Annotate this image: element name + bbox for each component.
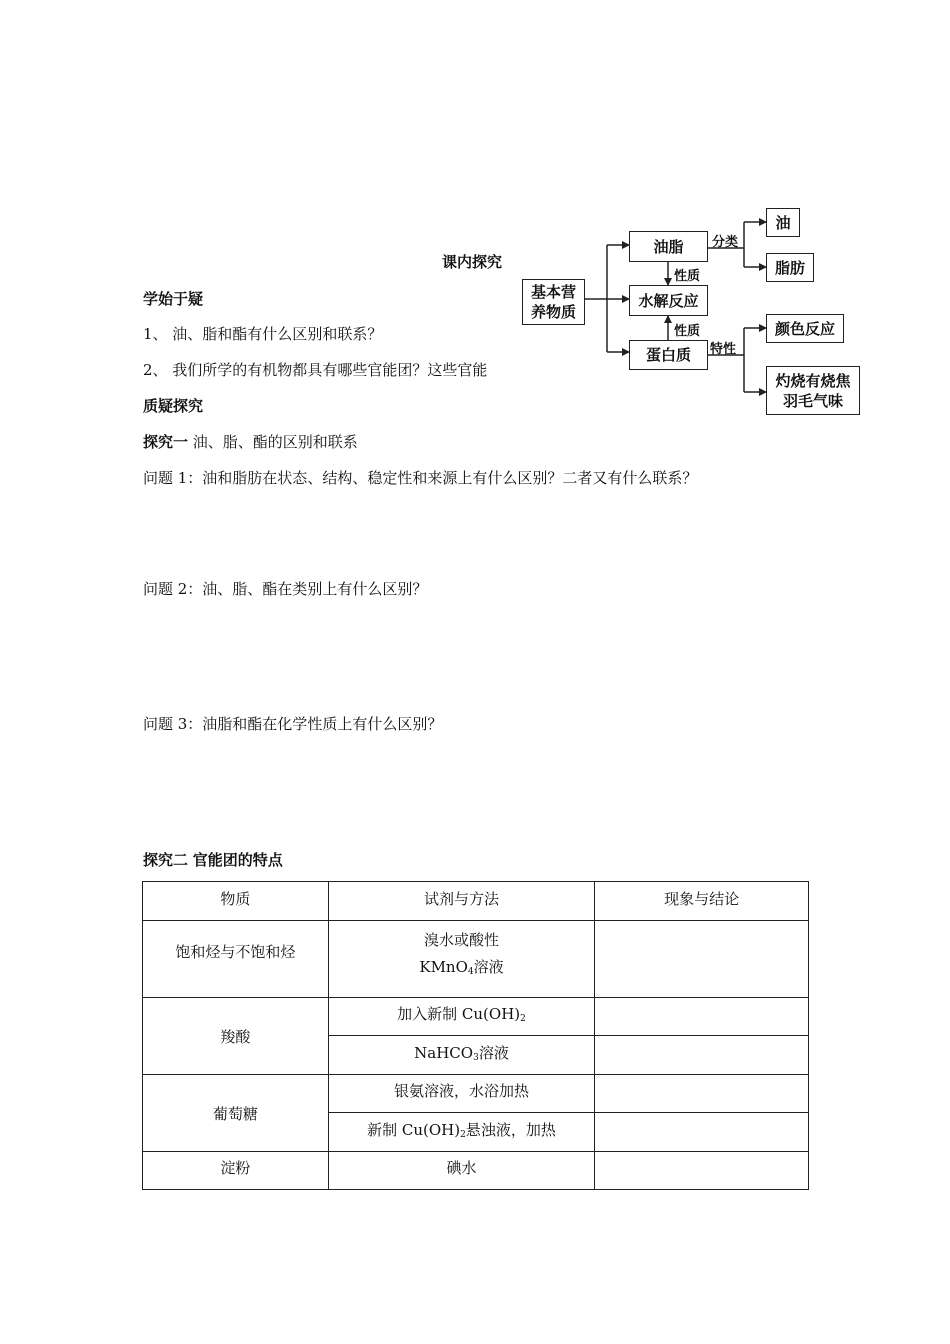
table-header-substance: 物质	[143, 882, 329, 921]
section-title-learn: 学始于疑	[143, 290, 204, 308]
table-cell-reagent: 加入新制 $Cu(OH)_2$	[328, 998, 595, 1036]
diagram-root-box	[522, 279, 585, 325]
diagram-oil-box: 油	[766, 208, 800, 237]
functional-group-table	[142, 881, 809, 1190]
table-cell-substance: 饱和烃与不饱和烃	[143, 921, 329, 998]
diagram-root-line1: 基本营	[530, 283, 576, 301]
table-cell-result	[595, 921, 809, 998]
explore-1-label: 探究一	[143, 433, 189, 451]
table-row	[143, 998, 809, 1036]
diagram-label-property-2: 性质	[674, 324, 701, 339]
table-header-result: 现象与结论	[595, 882, 809, 921]
diagram-hydrolysis-box: 水解反应	[629, 285, 708, 316]
table-cell-reagent: 银氨溶液，水浴加热	[328, 1075, 595, 1113]
table-header-row	[143, 882, 809, 921]
table-cell-result	[595, 1152, 809, 1190]
problem-2: 问题 2：油、脂、酯在类别上有什么区别？	[143, 580, 428, 598]
section-title-inquiry: 质疑探究	[143, 397, 204, 415]
table-row	[143, 921, 809, 998]
diagram-burn-line2: 羽毛气味	[782, 391, 843, 410]
diagram-fat-box: 油脂	[629, 231, 708, 262]
table-cell-result	[595, 1113, 809, 1152]
table-header-reagent: 试剂与方法	[328, 882, 595, 921]
table-cell-result	[595, 1036, 809, 1075]
diagram-burn-line1: 灼烧有烧焦	[775, 371, 851, 390]
diagram-burn-box	[766, 366, 860, 415]
question-2: 2、 我们所学的有机物都具有哪些官能团？这些官能	[143, 361, 488, 379]
table-cell-substance: 淀粉	[143, 1152, 329, 1190]
table-row	[143, 1075, 809, 1113]
page-heading: 课内探究	[442, 253, 503, 271]
table-cell-substance: 葡萄糖	[143, 1075, 329, 1152]
diagram-label-property-1: 性质	[674, 269, 701, 284]
table-cell-reagent: 新制 $Cu(OH)_2$悬浊液，加热	[328, 1113, 595, 1152]
diagram-root-line2: 养物质	[530, 303, 576, 321]
table-cell-reagent: 碘水	[328, 1152, 595, 1190]
diagram-label-classify: 分类	[712, 235, 739, 250]
diagram-fatty-box: 脂肪	[766, 253, 814, 282]
explore-2-text: 官能团的特点	[192, 851, 283, 869]
diagram-label-characteristic: 特性	[710, 342, 737, 357]
diagram-protein-box: 蛋白质	[629, 340, 708, 370]
table-cell-reagent: 溴水或酸性 KMnO$_4$溶液	[328, 921, 595, 998]
question-1: 1、 油、脂和酯有什么区别和联系？	[143, 325, 383, 343]
diagram-color-reaction-box: 颜色反应	[766, 314, 844, 343]
table-cell-result	[595, 998, 809, 1036]
table-cell-reagent: NaHCO$_3$溶液	[328, 1036, 595, 1075]
table-row	[143, 1152, 809, 1190]
explore-1	[143, 431, 358, 452]
table-cell-result	[595, 1075, 809, 1113]
table-cell-substance: 羧酸	[143, 998, 329, 1075]
explore-2-label: 探究二	[143, 851, 189, 869]
problem-3: 问题 3：油脂和酯在化学性质上有什么区别？	[143, 715, 443, 733]
explore-2	[143, 849, 283, 870]
explore-1-text: 油、脂、酯的区别和联系	[192, 433, 358, 451]
problem-1: 问题 1：油和脂肪在状态、结构、稳定性和来源上有什么区别？二者又有什么联系？	[143, 469, 698, 487]
